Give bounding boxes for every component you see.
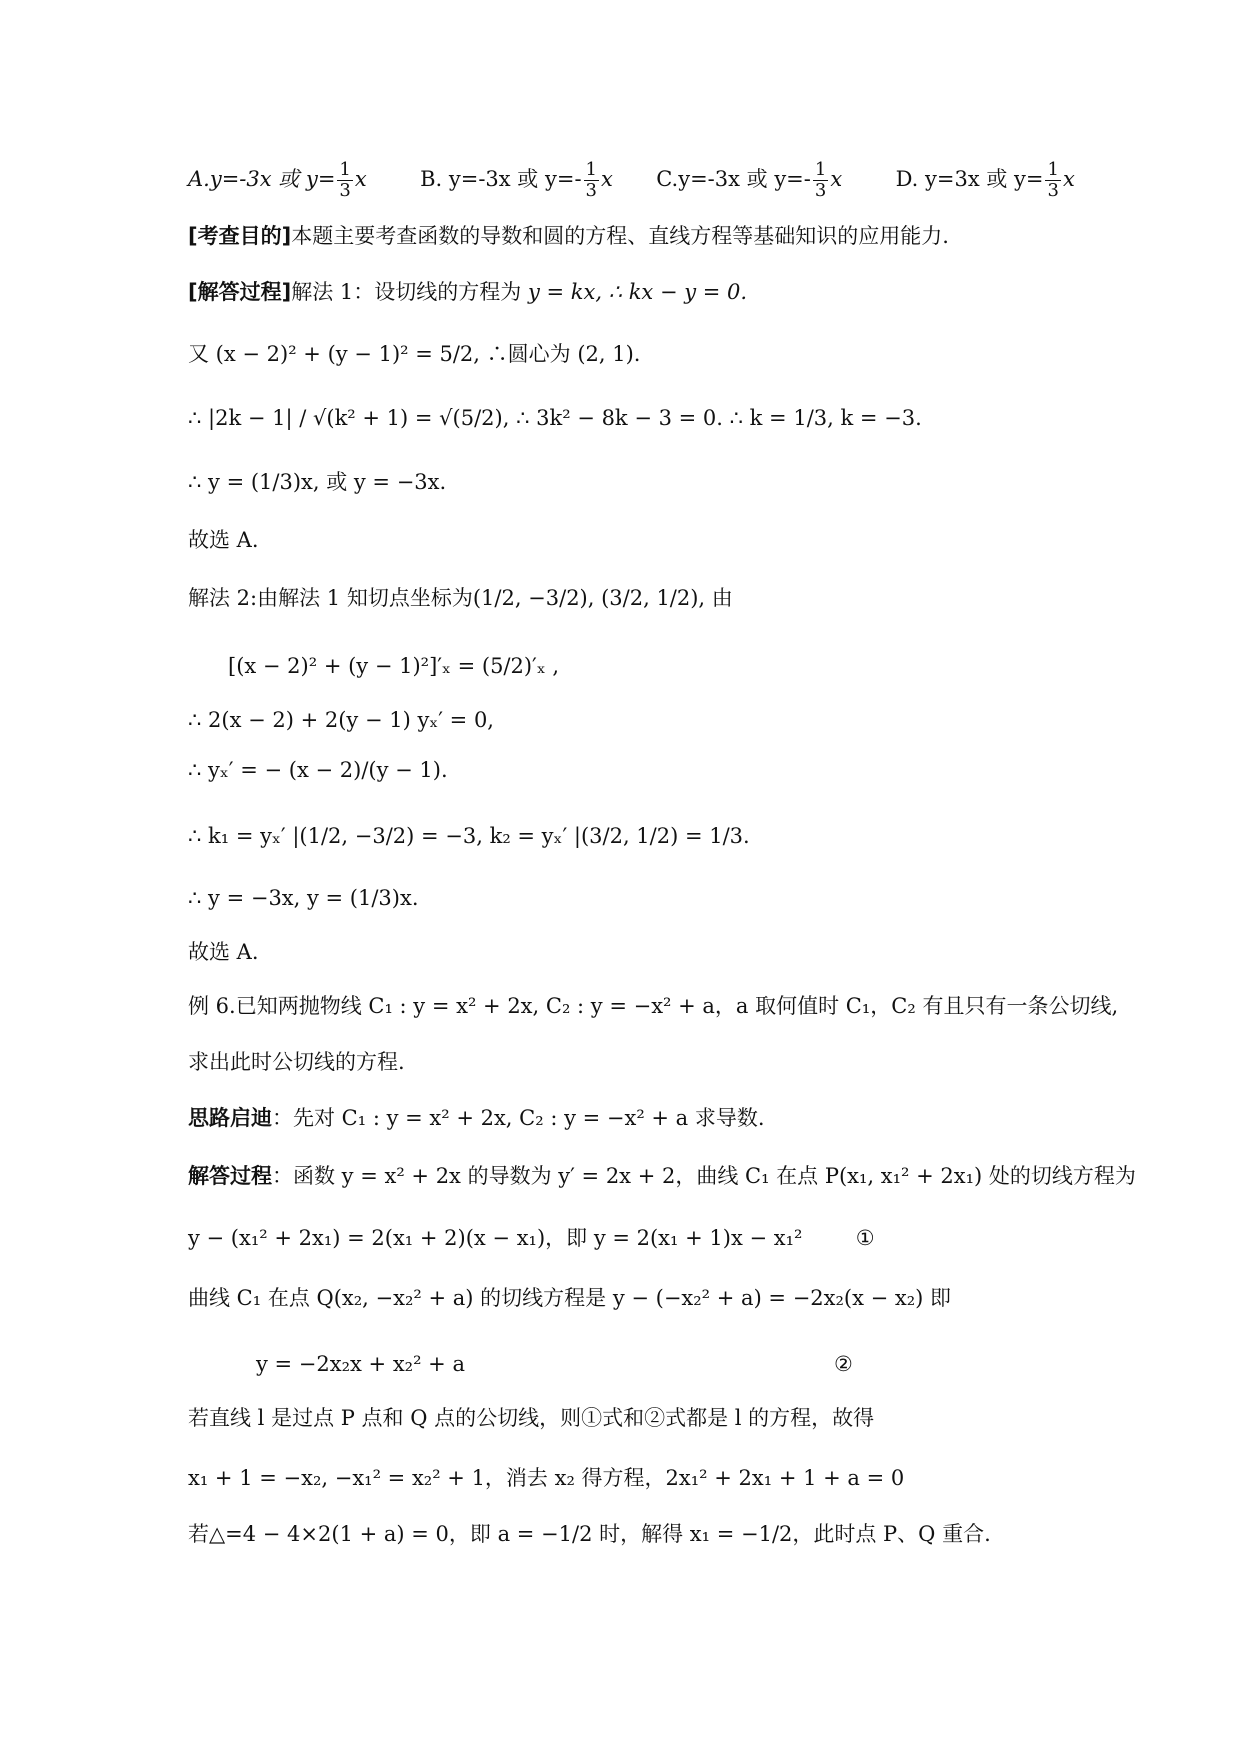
option-c: C.y=-3x 或 y=- $\frac{1}{3}$ x (656, 159, 843, 201)
process-line2 (188, 1224, 875, 1252)
purpose-text: 本题主要考查函数的导数和圆的方程、直线方程等基础知识的应用能力. (291, 224, 949, 248)
hint-text: ：先对 C₁ : y = x² + 2x, C₂ : y = −x² + a 求导数. (272, 1106, 765, 1130)
option-d: D. y=3x 或 y= $\frac{1}{3}$ x (895, 159, 1075, 201)
process-label: 解答过程 (188, 1164, 272, 1188)
purpose-line (188, 222, 949, 250)
solution1-intro-line (188, 278, 747, 306)
option-a: A.y=-3x 或 y= $\frac{1}{3}$ x (188, 159, 367, 201)
solution1-eq: y = kx, ∴ kx − y = 0. (527, 280, 748, 304)
process-text1: ：函数 y = x² + 2x 的导数为 y′ = 2x + 2，曲线 C₁ 在点 P(x₁, x₁² + 2x₁) 处的切线方程为 (272, 1164, 1136, 1188)
option-b: B. y=-3x 或 y=- $\frac{1}{3}$ x (420, 159, 613, 201)
solution2-line6: ∴ y = −3x, y = (1/3)x. (188, 886, 419, 910)
hint-line (188, 1104, 765, 1132)
process-line3: 曲线 C₁ 在点 Q(x₂, −x₂² + a) 的切线方程是 y − (−x₂² + a) = −2x₂(x − x₂) 即 (188, 1286, 952, 1310)
solution1-label: [解答过程] (188, 280, 292, 304)
process-mark1: ① (855, 1226, 875, 1250)
process-line7: 若△=4 − 4×2(1 + a) = 0，即 a = −1/2 时，解得 x₁ = −1/2，此时点 P、Q 重合. (188, 1522, 991, 1546)
process-text2: y − (x₁² + 2x₁) = 2(x₁ + 2)(x − x₁)，即 y = 2(x₁ + 1)x − x₁² (188, 1226, 803, 1250)
solution2-intro-line (188, 584, 733, 612)
solution2-conclusion: 故选 A. (188, 940, 259, 964)
example6-label: 例 6. (188, 994, 236, 1018)
process-line4: y = −2x₂x + x₂² + a (256, 1352, 465, 1376)
options-row (188, 160, 1075, 201)
solution1-intro: 解法 1：设切线的方程为 (291, 280, 522, 304)
purpose-label: [考查目的] (188, 224, 292, 248)
solution1-line2: 又 (x − 2)² + (y − 1)² = 5/2, ∴圆心为 (2, 1). (188, 342, 641, 366)
solution2-line4: ∴ yₓ′ = − (x − 2)/(y − 1). (188, 758, 448, 782)
solution1-line4: ∴ y = (1/3)x, 或 y = −3x. (188, 470, 447, 494)
solution2-line2: [(x − 2)² + (y − 1)²]′ₓ = (5/2)′ₓ , (228, 654, 560, 678)
solution2-line3: ∴ 2(x − 2) + 2(y − 1) yₓ′ = 0, (188, 708, 494, 732)
hint-label: 思路启迪 (188, 1106, 272, 1130)
solution2-intro: 解法 2:由解法 1 知切点坐标为 (188, 586, 473, 610)
solution2-points: (1/2, −3/2), (3/2, 1/2), 由 (472, 586, 733, 610)
process-line1 (188, 1162, 1136, 1190)
example6-line2: 求出此时公切线的方程. (188, 1050, 405, 1074)
process-mark2: ② (834, 1352, 853, 1376)
process-line5: 若直线 l 是过点 P 点和 Q 点的公切线，则①式和②式都是 l 的方程，故得 (188, 1406, 875, 1430)
solution1-conclusion: 故选 A. (188, 528, 259, 552)
example6-line1 (188, 992, 1118, 1020)
process-line6: x₁ + 1 = −x₂, −x₁² = x₂² + 1，消去 x₂ 得方程，2x₁² + 2x₁ + 1 + a = 0 (188, 1466, 905, 1490)
solution2-line5: ∴ k₁ = yₓ′ |(1/2, −3/2) = −3, k₂ = yₓ′ |(3/2, 1/2) = 1/3. (188, 824, 750, 848)
solution1-line3: ∴ |2k − 1| / √(k² + 1) = √(5/2), ∴ 3k² − 8k − 3 = 0. ∴ k = 1/3, k = −3. (188, 406, 922, 430)
example6-text1: 已知两抛物线 C₁ : y = x² + 2x, C₂ : y = −x² + a，a 取何值时 C₁，C₂ 有且只有一条公切线, (235, 994, 1119, 1018)
